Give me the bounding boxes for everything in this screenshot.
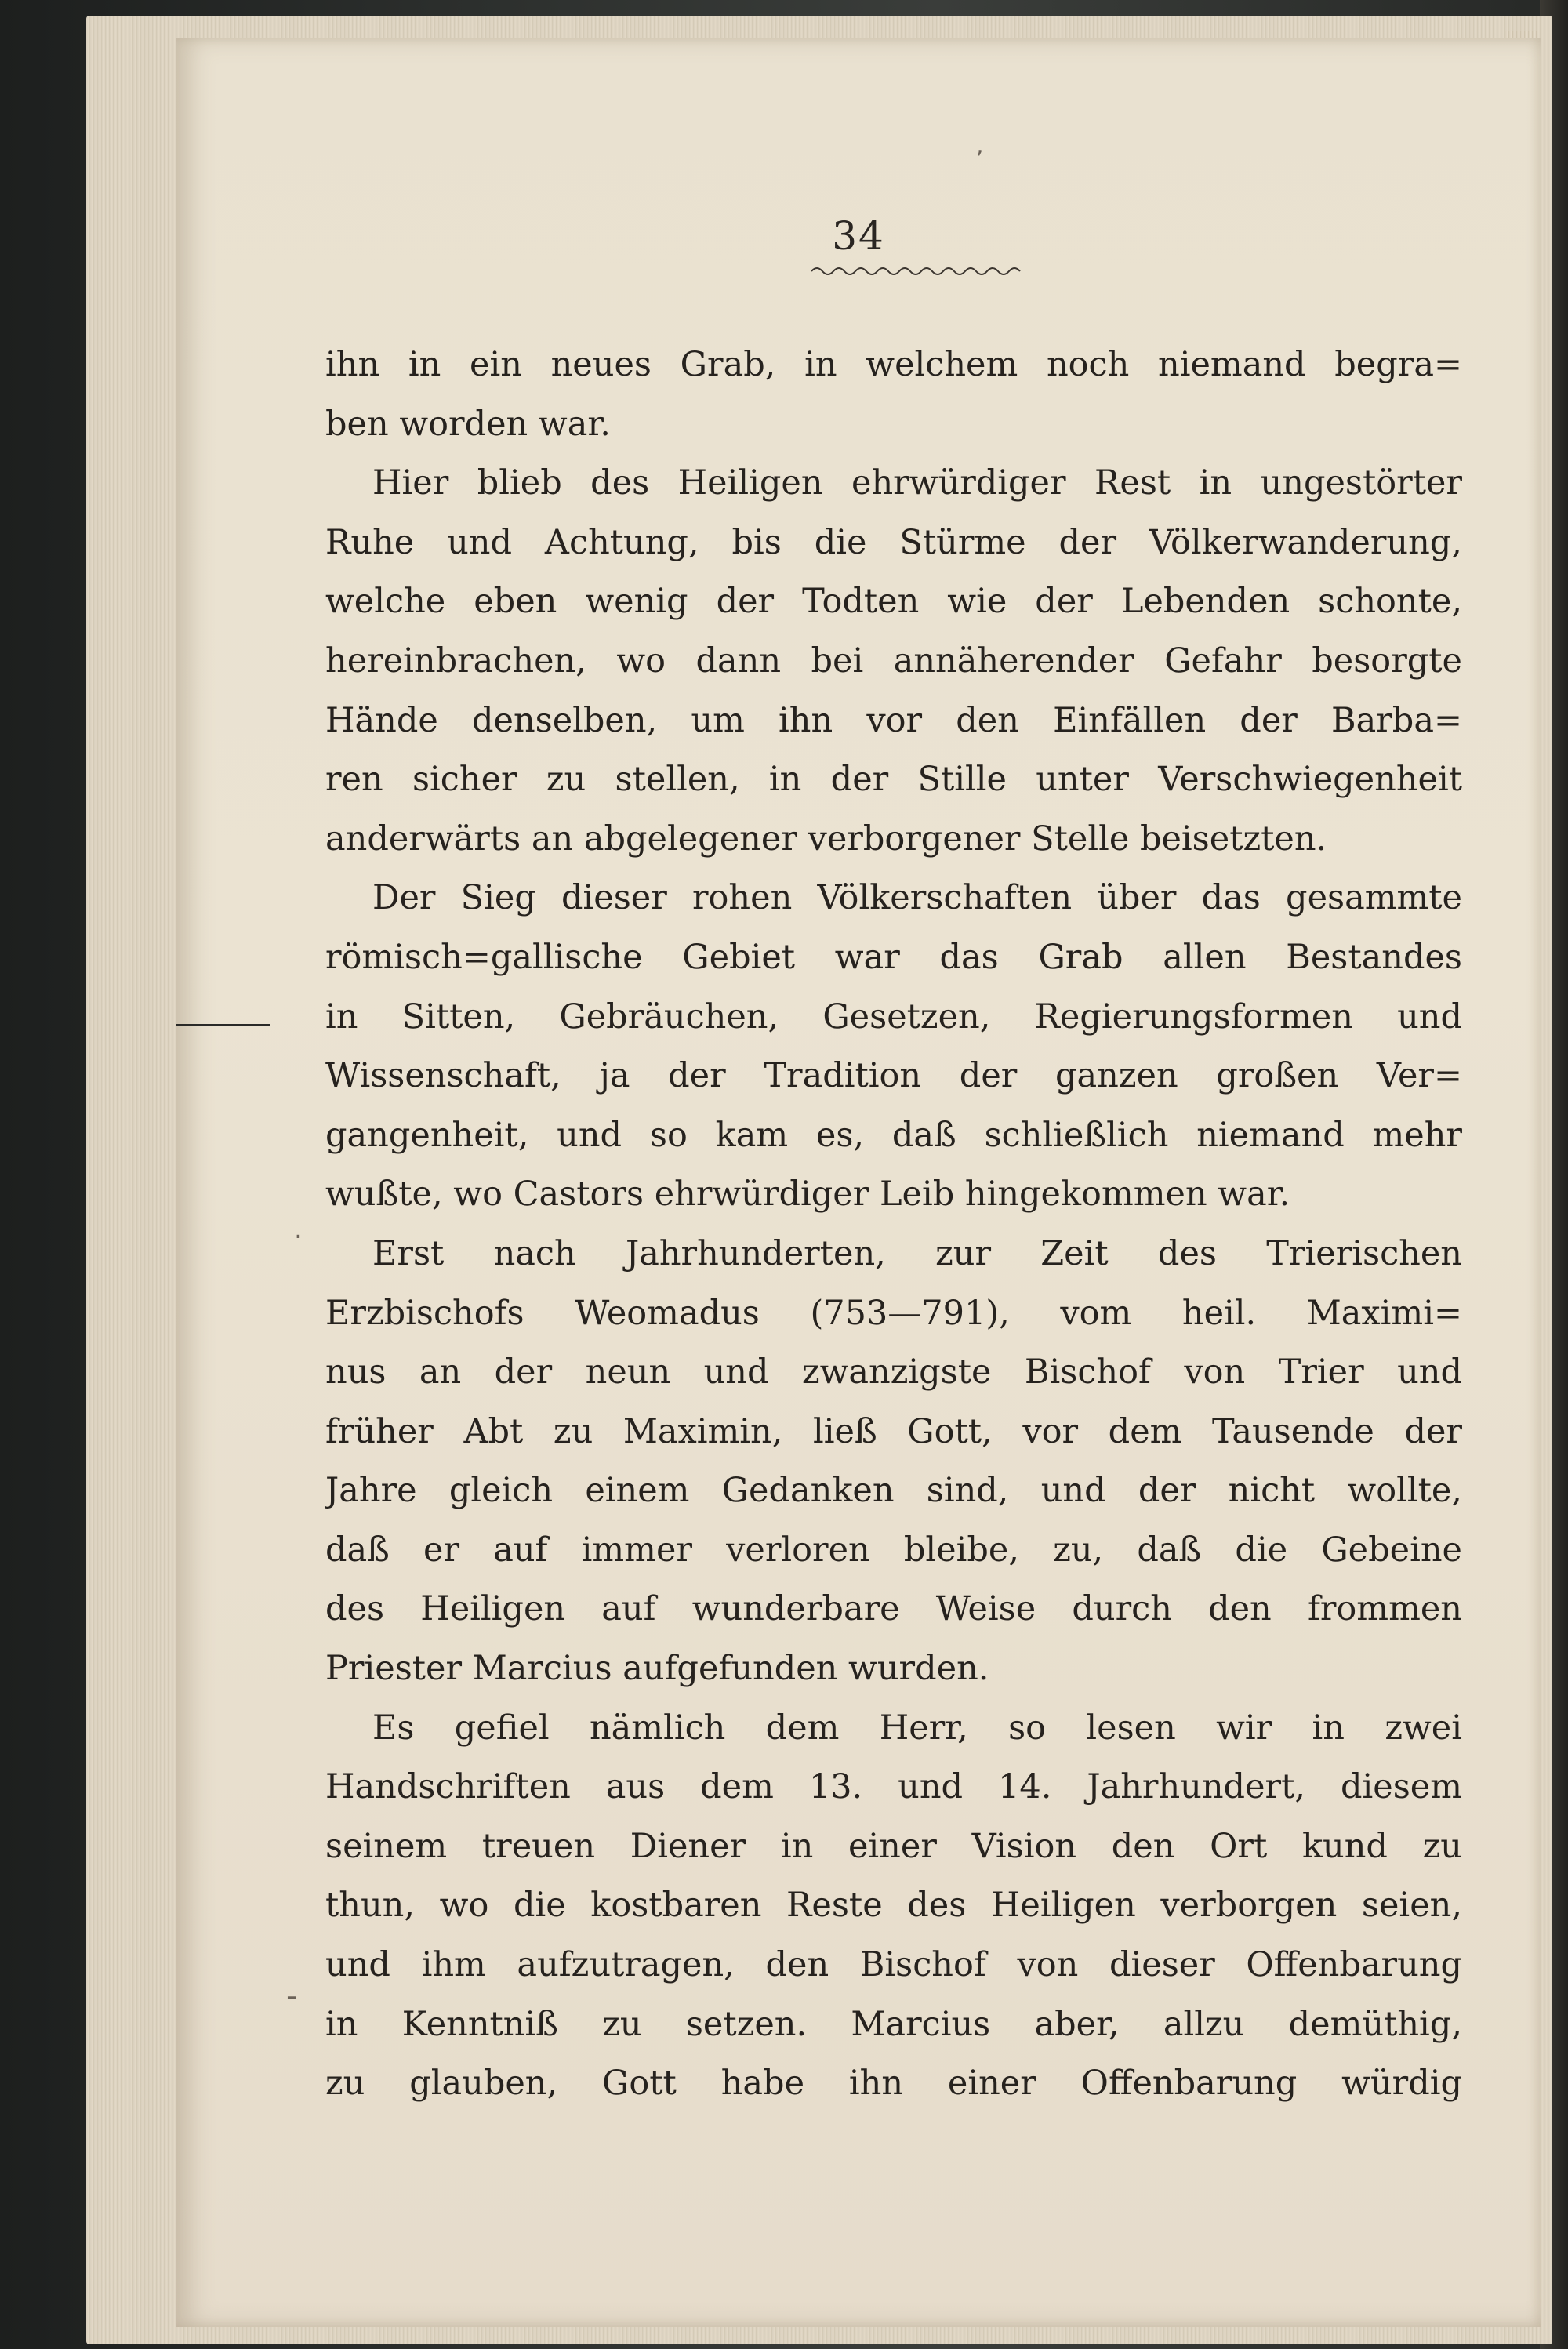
page-header [176, 213, 1541, 259]
text-line: ihn in ein neues Grab, in welchem noch niemand begra= [325, 345, 1462, 384]
text-line: Handschriften aus dem 13. und 14. Jahrhundert, diesem [325, 1767, 1462, 1807]
specks: , [976, 132, 984, 159]
text-line: zu glauben, Gott habe ihn einer Offenbarung würdig [325, 2064, 1462, 2104]
text-line: thun, wo die kostbaren Reste des Heiligen verborgen seien, [325, 1886, 1462, 1926]
wavy-ornament [811, 265, 1023, 278]
text-line: welche eben wenig der Todten wie der Lebenden schonte, [325, 582, 1462, 622]
text-line: hereinbrachen, wo dann bei annäherender Gefahr besorgte [325, 641, 1462, 681]
page-number: 34 [832, 213, 885, 259]
text-line: Es gefiel nämlich dem Herr, so lesen wir in zwei [372, 1708, 1462, 1748]
body-text [325, 336, 1462, 2114]
text-line: ren sicher zu stellen, in der Stille unter Verschwiegenheit [325, 760, 1462, 800]
text-line: Der Sieg dieser rohen Völkerschaften über das gesammte [372, 878, 1462, 918]
book-page [176, 38, 1541, 2327]
text-line: gangenheit, und so kam es, daß schließlich niemand mehr [325, 1115, 1462, 1155]
specks: - [286, 1978, 298, 2014]
text-line: Hände denselben, um ihn vor den Einfällen der Barba= [325, 700, 1462, 740]
text-line: daß er auf immer verloren bleibe, zu, daß die Gebeine [325, 1530, 1462, 1570]
text-line: in Kenntniß zu setzen. Marcius aber, allzu demüthig, [325, 2004, 1462, 2044]
text-line: Ruhe und Achtung, bis die Stürme der Völkerwanderung, [325, 522, 1462, 562]
text-line: Priester Marcius aufgefunden wurden. [325, 1649, 989, 1689]
text-line: früher Abt zu Maximin, ließ Gott, vor dem Tausende der [325, 1411, 1462, 1451]
text-line: anderwärts an abgelegener verborgener Stelle beisetzten. [325, 819, 1327, 859]
text-line: seinem treuen Diener in einer Vision den Ort kund zu [325, 1826, 1462, 1866]
text-line: ben worden war. [325, 404, 611, 444]
text-line: Erzbischofs Weomadus (753—791), vom heil. Maximi= [325, 1293, 1462, 1333]
text-line: und ihm aufzutragen, den Bischof von dieser Offenbarung [325, 1945, 1462, 1985]
text-line: Erst nach Jahrhunderten, zur Zeit des Trierischen [372, 1233, 1462, 1273]
text-line: Jahre gleich einem Gedanken sind, und der nicht wollte, [325, 1471, 1462, 1511]
text-line: des Heiligen auf wunderbare Weise durch den frommen [325, 1589, 1462, 1629]
text-line: Hier blieb des Heiligen ehrwürdiger Rest in ungestörter [372, 463, 1462, 503]
text-line: Wissenschaft, ja der Tradition der ganzen großen Ver= [325, 1056, 1462, 1096]
text-line: wußte, wo Castors ehrwürdiger Leib hingekommen war. [325, 1174, 1290, 1214]
text-line: nus an der neun und zwanzigste Bischof von Trier und [325, 1352, 1462, 1392]
specks: . [294, 1214, 303, 1245]
text-line: römisch=gallische Gebiet war das Grab allen Bestandes [325, 937, 1462, 977]
gutter-divider [176, 1024, 270, 1026]
text-line: in Sitten, Gebräuchen, Gesetzen, Regierungsformen und [325, 997, 1462, 1037]
